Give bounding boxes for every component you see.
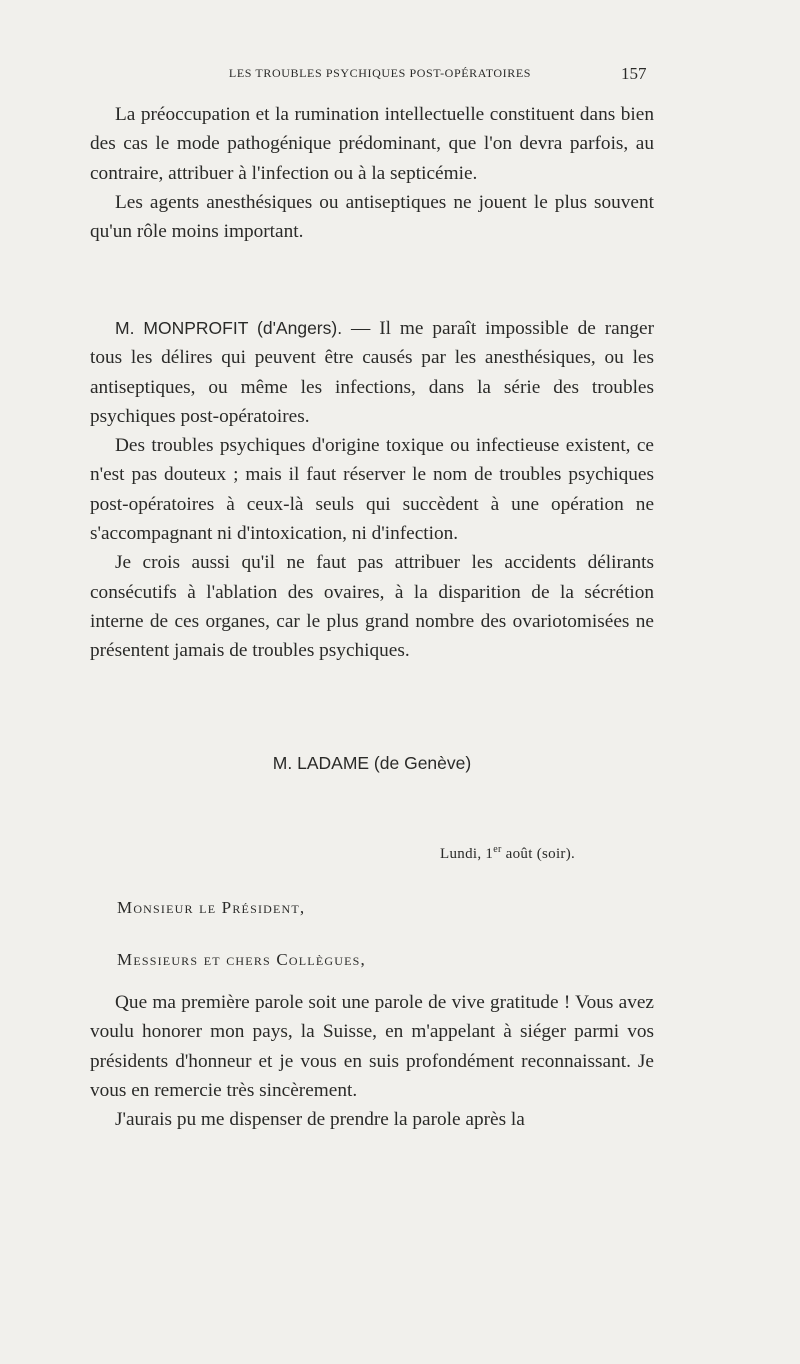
paragraph-text: — Il me paraît impossible de ranger tous les délires qui peuvent être causés par les anesthésiques, ou les antiseptiques, ou même les infections, dans la série des troubles psychiques post-opératoires. [90, 318, 654, 427]
date-suffix: août (soir). [501, 846, 576, 862]
page-number: 157 [621, 64, 647, 83]
salutation-president: Monsieur le Président, [117, 898, 306, 917]
paragraph [90, 314, 654, 431]
section-heading: M. LADAME (de Genève) [272, 753, 472, 773]
paragraph: Les agents anesthésiques ou antiseptiques ne jouent le plus souvent qu'un rôle moins important. [90, 191, 654, 243]
text-block-3 [90, 988, 654, 1134]
date-prefix: Lundi, 1 [440, 846, 494, 862]
salutation-colleagues: Messieurs et chers Collègues, [117, 950, 366, 969]
speaker-name: M. MONPROFIT (d'Angers). [115, 318, 343, 338]
paragraph: La préoccupation et la rumination intellectuelle constituent dans bien des cas le mode pathogénique prédominant, que l'on devra parfois, au contraire, attribuer à l'infection ou à la septicémie. [90, 104, 654, 184]
text-block-1 [90, 100, 654, 246]
running-title: LES TROUBLES PSYCHIQUES POST-OPÉRATOIRES [228, 66, 532, 80]
date-superscript: er [493, 844, 502, 855]
paragraph: Des troubles psychiques d'origine toxique ou infectieuse existent, ce n'est pas douteux ; mais il faut réserver le nom de troubles psychiques post-opératoires à ceux-là seuls qui succèdent à une opération ne s'accompagnant ni d'intoxication, ni d'infection. [90, 435, 654, 545]
dateline [440, 844, 575, 863]
paragraph: Je crois aussi qu'il ne faut pas attribuer les accidents délirants consécutifs à l'ablation des ovaires, à la disparition de la sécrétion interne de ces organes, car le plus grand nombre des ovariotomisées ne présentent jamais de troubles psychiques. [90, 552, 654, 662]
paragraph: J'aurais pu me dispenser de prendre la parole après la [115, 1109, 525, 1131]
paragraph: Que ma première parole soit une parole de vive gratitude ! Vous avez voulu honorer mon pays, la Suisse, en m'appelant à siéger parmi vos présidents d'honneur et je vous en suis profondément reconnaissant. Je vous en remercie très sincèrement. [90, 992, 654, 1101]
text-block-2 [90, 314, 654, 666]
